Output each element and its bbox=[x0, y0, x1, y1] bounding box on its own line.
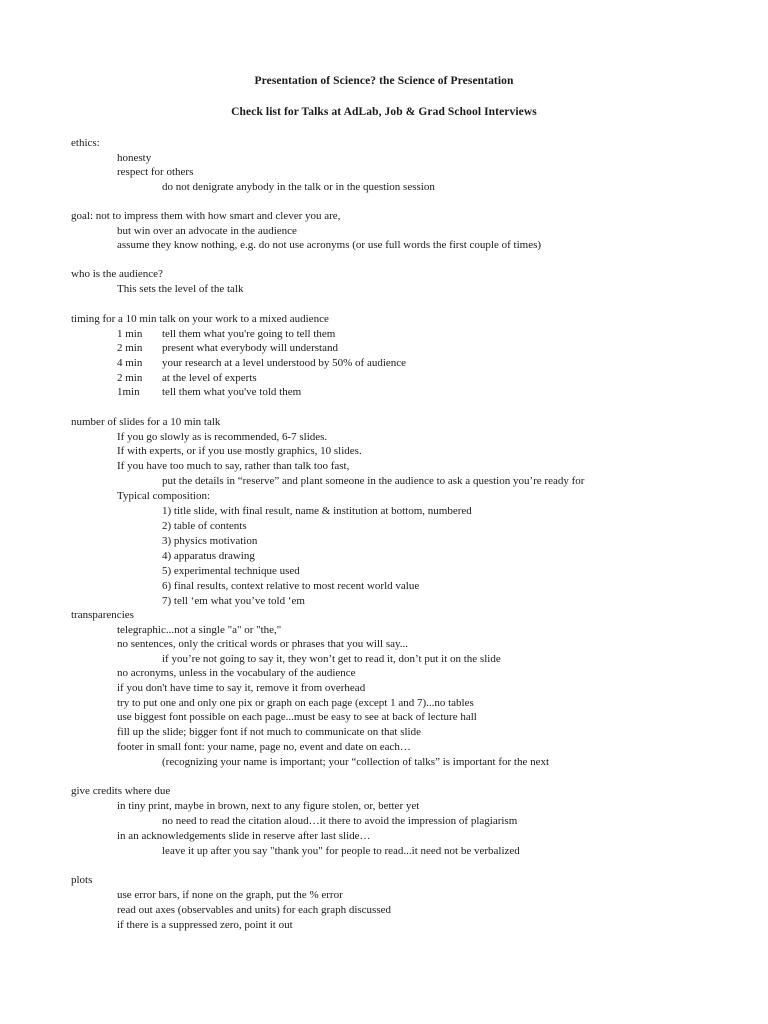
list-item: leave it up after you say "thank you" for people to read...it need not be verbalized bbox=[162, 845, 520, 857]
section-heading: timing for a 10 min talk on your work to a mixed audience bbox=[71, 313, 329, 325]
list-item: if you don't have time to say it, remove it from overhead bbox=[117, 682, 366, 694]
list-item: 2 min bbox=[117, 342, 143, 354]
timing-description: your research at a level understood by 50% of audience bbox=[162, 357, 407, 369]
timing-description: present what everybody will understand bbox=[162, 342, 338, 354]
list-item: honesty bbox=[117, 152, 152, 164]
list-item: put the details in “reserve” and plant someone in the audience to ask a question you’re ready for bbox=[162, 475, 585, 487]
list-item: If with experts, or if you use mostly graphics, 10 slides. bbox=[117, 445, 362, 457]
list-item: footer in small font: your name, page no, event and date on each… bbox=[117, 741, 411, 753]
section-heading: goal: not to impress them with how smart and clever you are, bbox=[71, 210, 341, 222]
list-item: if there is a suppressed zero, point it out bbox=[117, 919, 293, 931]
list-item: use error bars, if none on the graph, put the % error bbox=[117, 889, 343, 901]
list-item: 2) table of contents bbox=[162, 520, 247, 532]
list-item: try to put one and only one pix or graph on each page (except 1 and 7)...no tables bbox=[117, 697, 474, 709]
section-heading: ethics: bbox=[71, 137, 100, 149]
list-item: 1) title slide, with final result, name & institution at bottom, numbered bbox=[162, 505, 472, 517]
section-heading: number of slides for a 10 min talk bbox=[71, 416, 221, 428]
list-item: telegraphic...not a single "a" or "the," bbox=[117, 624, 282, 636]
timing-description: tell them what you've told them bbox=[162, 386, 302, 398]
list-item: Typical composition: bbox=[117, 490, 211, 502]
list-item: use biggest font possible on each page...must be easy to see at back of lecture hall bbox=[117, 711, 477, 723]
list-item: 1 min bbox=[117, 328, 143, 340]
list-item: 2 min bbox=[117, 372, 143, 384]
list-item: in an acknowledgements slide in reserve after last slide… bbox=[117, 830, 371, 842]
list-item: 6) final results, context relative to most recent world value bbox=[162, 580, 420, 592]
list-item: respect for others bbox=[117, 166, 194, 178]
list-item: fill up the slide; bigger font if not much to communicate on that slide bbox=[117, 726, 421, 738]
section-heading: plots bbox=[71, 874, 93, 886]
list-item: no need to read the citation aloud…it there to avoid the impression of plagiarism bbox=[162, 815, 518, 827]
list-item: 7) tell ‘em what you’ve told ‘em bbox=[162, 595, 305, 607]
list-item: in tiny print, maybe in brown, next to any figure stolen, or, better yet bbox=[117, 800, 420, 812]
list-item: read out axes (observables and units) for each graph discussed bbox=[117, 904, 391, 916]
list-item: but win over an advocate in the audience bbox=[117, 225, 297, 237]
list-item: 4) apparatus drawing bbox=[162, 550, 255, 562]
list-item: assume they know nothing, e.g. do not use acronyms (or use full words the first couple of times) bbox=[117, 239, 542, 251]
list-item: no sentences, only the critical words or phrases that you will say... bbox=[117, 638, 409, 650]
list-item: If you have too much to say, rather than talk too fast, bbox=[117, 460, 350, 472]
list-item: This sets the level of the talk bbox=[117, 283, 244, 295]
list-item: 4 min bbox=[117, 357, 143, 369]
list-item: 1min bbox=[117, 386, 140, 398]
document-title: Presentation of Science? the Science of Presentation bbox=[254, 75, 514, 87]
list-item: 5) experimental technique used bbox=[162, 565, 300, 577]
document-subtitle: Check list for Talks at AdLab, Job & Grad School Interviews bbox=[231, 106, 537, 118]
list-item: If you go slowly as is recommended, 6-7 slides. bbox=[117, 431, 328, 443]
timing-description: tell them what you're going to tell them bbox=[162, 328, 336, 340]
list-item: no acronyms, unless in the vocabulary of the audience bbox=[117, 667, 356, 679]
list-item: 3) physics motivation bbox=[162, 535, 258, 547]
list-item: if you’re not going to say it, they won’t get to read it, don’t put it on the slide bbox=[162, 653, 501, 665]
list-item: do not denigrate anybody in the talk or in the question session bbox=[162, 181, 435, 193]
timing-description: at the level of experts bbox=[162, 372, 257, 384]
section-heading: transparencies bbox=[71, 609, 134, 621]
list-item: (recognizing your name is important; your “collection of talks” is important for the next bbox=[162, 756, 550, 768]
section-heading: give credits where due bbox=[71, 785, 171, 797]
section-heading: who is the audience? bbox=[71, 268, 163, 280]
